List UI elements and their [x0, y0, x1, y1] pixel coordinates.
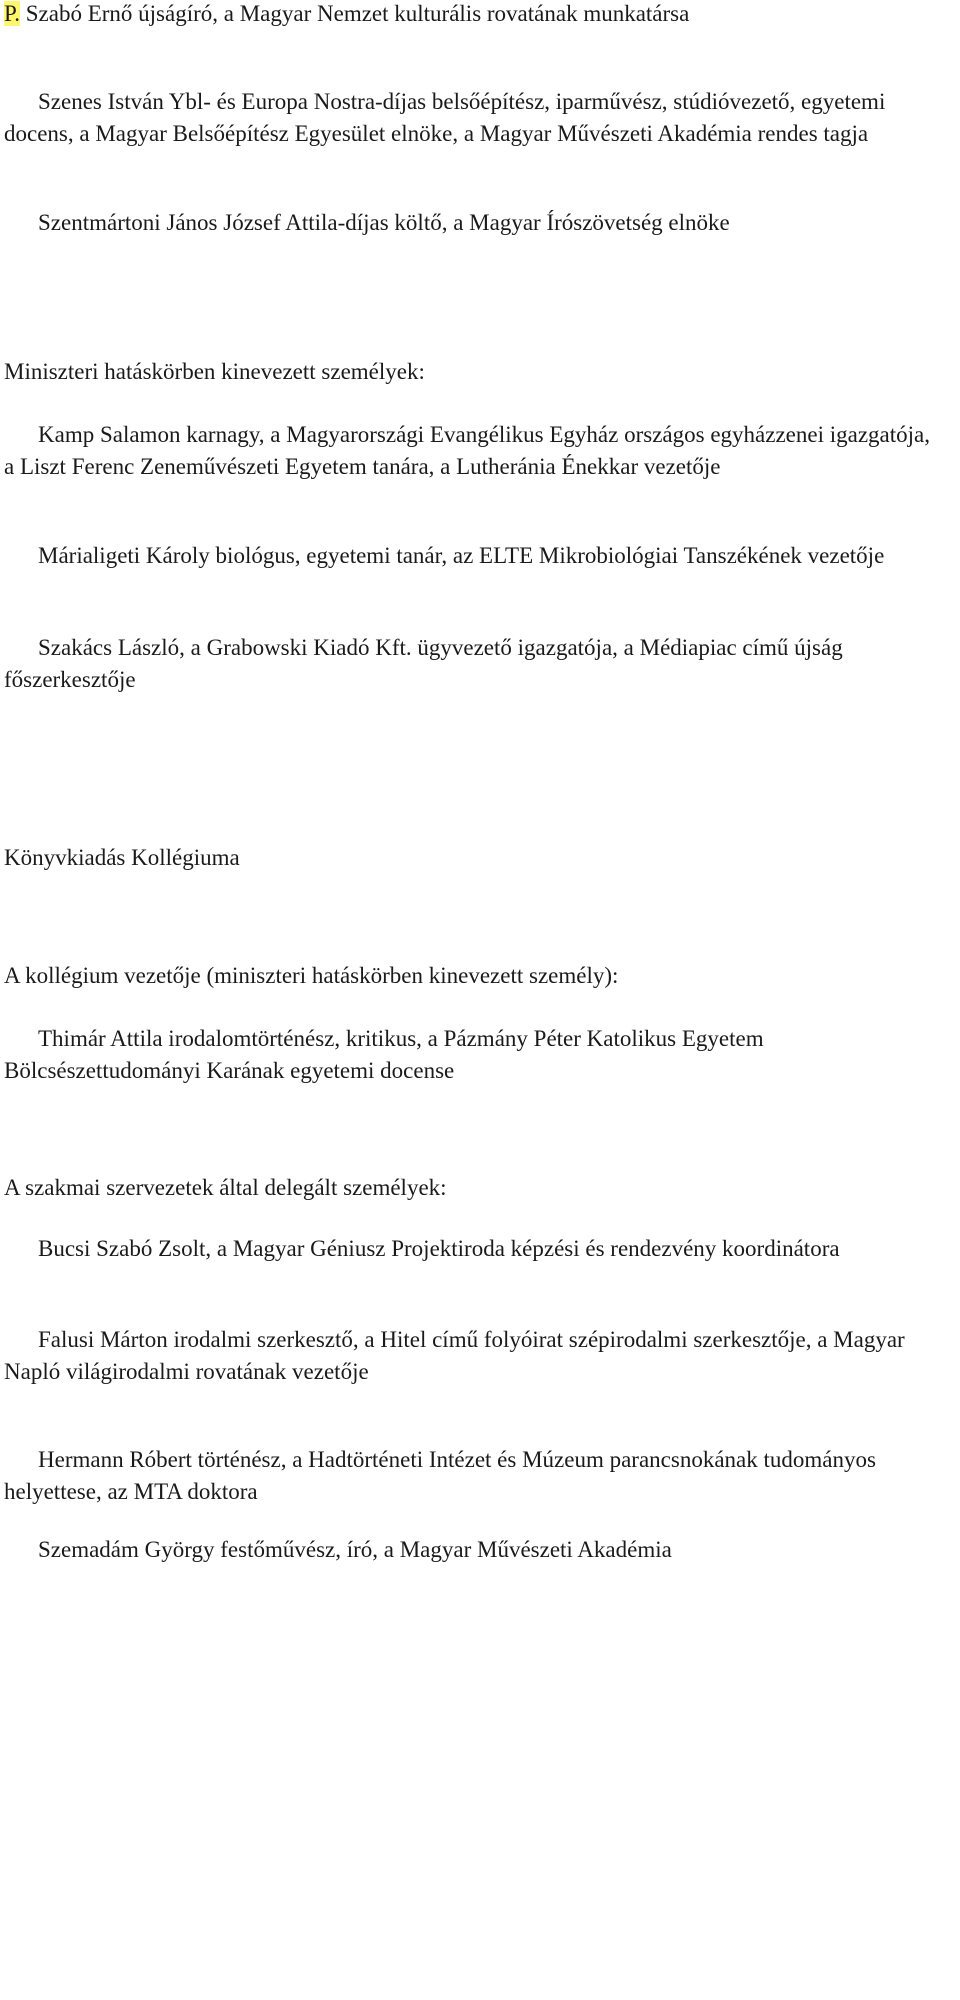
highlighted-initial: P. [4, 1, 20, 26]
member-entry-bucsi-szabo-zsolt: Bucsi Szabó Zsolt, a Magyar Géniusz Projektiroda képzési és rendezvény koordinátora [38, 1236, 840, 1261]
member-entry-text: Szabó Ernő újságíró, a Magyar Nemzet kulturális rovatának munkatársa [20, 1, 690, 26]
member-entry-hermann-robert: Hermann Róbert történész, a Hadtörténeti Intézet és Múzeum parancsnokának tudományos helyettese, az MTA doktora [4, 1447, 876, 1504]
member-entry-szentmartoni-janos: Szentmártoni János József Attila-díjas költő, a Magyar Írószövetség elnöke [38, 210, 730, 235]
member-entry-falusi-marton: Falusi Márton irodalmi szerkesztő, a Hitel című folyóirat szépirodalmi szerkesztője, a Magyar Napló világirodalmi rovatának vezetője [4, 1327, 905, 1384]
member-entry-szenes-istvan: Szenes István Ybl- és Europa Nostra-díjas belsőépítész, iparművész, stúdióvezető, egyetemi docens, a Magyar Belsőépítész Egyesület elnöke, a Magyar Művészeti Akadémia rendes tagja [4, 89, 886, 146]
member-entry-thimar-attila: Thimár Attila irodalomtörténész, kritikus, a Pázmány Péter Katolikus Egyetem Bölcsészettudományi Karának egyetemi docense [4, 1026, 764, 1083]
member-entry-szabo-erno [4, 0, 944, 30]
member-entry-marialigeti-karoly: Márialigeti Károly biológus, egyetemi tanár, az ELTE Mikrobiológiai Tanszékének vezetője [38, 543, 885, 568]
section-heading-collegium-leader: A kollégium vezetője (miniszteri hatáskörben kinevezett személy): [4, 963, 619, 988]
member-entry-kamp-salamon: Kamp Salamon karnagy, a Magyarországi Evangélikus Egyház országos egyházzenei igazgatója, a Liszt Ferenc Zeneművészeti Egyetem tanára, a Lutheránia Énekkar vezetője [4, 422, 930, 479]
member-entry-szakacs-laszlo: Szakács László, a Grabowski Kiadó Kft. ügyvezető igazgatója, a Médiapiac című újság főszerkesztője [4, 635, 843, 692]
section-heading-delegated-persons: A szakmai szervezetek által delegált személyek: [4, 1175, 447, 1200]
section-heading-ministerial-appointees: Miniszteri hatáskörben kinevezett személyek: [4, 359, 425, 384]
member-entry-szemadam-gyorgy: Szemadám György festőművész, író, a Magyar Művészeti Akadémia [38, 1537, 672, 1562]
section-heading-konyvkiadas-kollegiuma: Könyvkiadás Kollégiuma [4, 845, 240, 870]
